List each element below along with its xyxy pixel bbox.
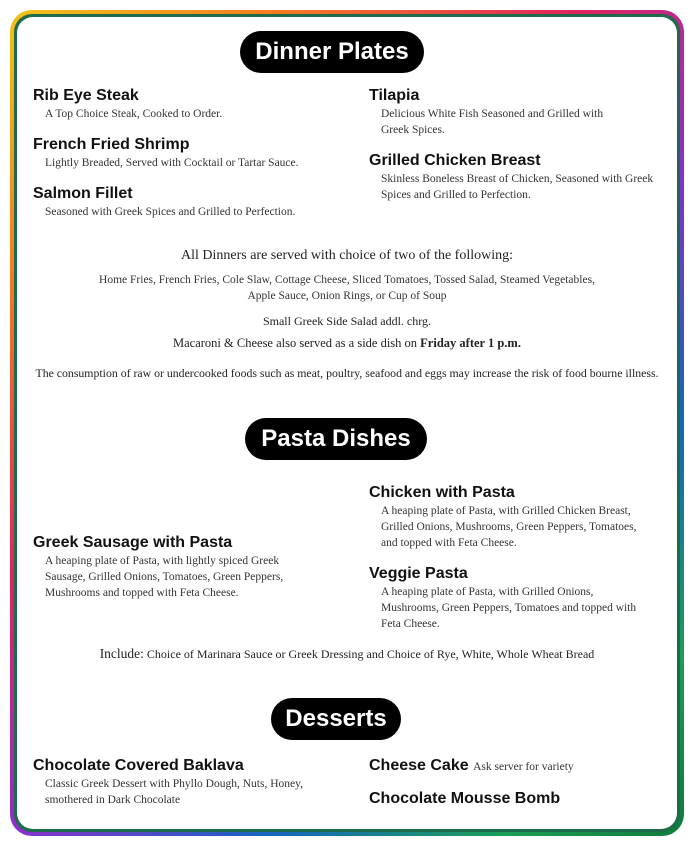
food-safety-warning: The consumption of raw or undercooked foods such as meat, poultry, seafood and eggs may increase the risk of food bourne illness. xyxy=(35,366,659,380)
section-title-desserts: Desserts xyxy=(271,698,401,740)
menu-item-greek-sausage-with-pasta xyxy=(33,534,283,601)
item-name: Grilled Chicken Breast xyxy=(369,152,541,169)
description-line: A heaping plate of Pasta, with Grilled Chicken Breast, xyxy=(381,505,631,517)
item-description xyxy=(369,171,653,203)
menu-item-salmon-fillet xyxy=(33,185,295,220)
sides-heading: All Dinners are served with choice of two of the following: xyxy=(180,248,514,263)
menu-item-french-fried-shrimp xyxy=(33,136,299,171)
menu-item-cheese-cake xyxy=(369,757,574,776)
item-name: Rib Eye Steak xyxy=(33,87,139,104)
description-line: Spices and Grilled to Perfection. xyxy=(381,189,531,201)
item-description xyxy=(369,106,603,138)
description-line: Feta Cheese. xyxy=(381,618,440,630)
cheese-cake-note: Ask server for variety xyxy=(473,761,574,773)
description-line: Sausage, Grilled Onions, Tomatoes, Green Peppers, xyxy=(45,571,284,583)
item-description: A Top Choice Steak, Cooked to Order. xyxy=(45,108,223,120)
description-line: Mushrooms, Green Peppers, Tomatoes and topped with xyxy=(381,602,637,614)
item-name xyxy=(369,757,574,776)
note-text: Macaroni & Cheese also served as a side dish on xyxy=(173,336,421,350)
item-name: Veggie Pasta xyxy=(369,565,468,582)
menu-item-rib-eye-steak xyxy=(33,87,222,122)
description-line: smothered in Dark Chocolate xyxy=(45,794,181,806)
menu-item-tilapia xyxy=(369,87,603,138)
description-line: Mushrooms and topped with Feta Cheese. xyxy=(45,587,239,599)
description-line: A heaping plate of Pasta, with lightly spiced Greek xyxy=(45,555,280,567)
include-text: Choice of Marinara Sauce or Greek Dressing and Choice of Rye, White, Whole Wheat Bread xyxy=(143,647,595,661)
menu-item-chocolate-mousse-bomb xyxy=(369,790,560,808)
item-name: Chocolate Mousse Bomb xyxy=(369,790,561,807)
item-description xyxy=(369,503,636,551)
menu-item-grilled-chicken-breast xyxy=(369,152,653,203)
note-emphasis: Friday after 1 p.m. xyxy=(420,336,521,350)
sides-list xyxy=(20,272,674,304)
include-label: Include: xyxy=(99,646,144,661)
item-description xyxy=(33,776,303,808)
menu-item-veggie-pasta xyxy=(369,565,636,632)
menu-item-chocolate-covered-baklava xyxy=(33,757,303,808)
item-description: Seasoned with Greek Spices and Grilled to Perfection. xyxy=(45,206,296,218)
item-name: Salmon Fillet xyxy=(33,185,133,202)
description-line: A heaping plate of Pasta, with Grilled Onions, xyxy=(381,586,594,598)
item-name: Greek Sausage with Pasta xyxy=(33,534,233,551)
item-name: Tilapia xyxy=(369,87,420,104)
description-line: Classic Greek Dessert with Phyllo Dough, Nuts, Honey, xyxy=(45,778,303,790)
item-description: Lightly Breaded, Served with Cocktail or Tartar Sauce. xyxy=(45,157,299,169)
salad-note: Small Greek Side Salad addl. chrg. xyxy=(262,314,432,328)
section-title-dinner: Dinner Plates xyxy=(240,31,424,73)
item-description xyxy=(369,584,636,632)
cheese-cake-name: Cheese Cake xyxy=(369,757,469,774)
item-name: Chicken with Pasta xyxy=(369,484,515,501)
sides-line: Apple Sauce, Onion Rings, or Cup of Soup xyxy=(247,290,447,302)
mac-and-cheese-note xyxy=(20,336,674,351)
description-line: Delicious White Fish Seasoned and Grilled with xyxy=(381,108,604,120)
description-line: Grilled Onions, Mushrooms, Green Peppers, Tomatoes, xyxy=(381,521,637,533)
description-line: and topped with Feta Cheese. xyxy=(381,537,517,549)
sides-line: Home Fries, French Fries, Cole Slaw, Cottage Cheese, Sliced Tomatoes, Tossed Salad, Steamed Vegetables, xyxy=(99,274,595,286)
item-name: French Fried Shrimp xyxy=(33,136,190,153)
item-name: Chocolate Covered Baklava xyxy=(33,757,244,774)
description-line: Greek Spices. xyxy=(381,124,445,136)
description-line: Skinless Boneless Breast of Chicken, Seasoned with Greek xyxy=(381,173,654,185)
pasta-include-note xyxy=(20,646,674,662)
menu-item-chicken-with-pasta xyxy=(369,484,636,551)
section-title-pasta: Pasta Dishes xyxy=(245,418,427,460)
item-description xyxy=(33,553,283,601)
